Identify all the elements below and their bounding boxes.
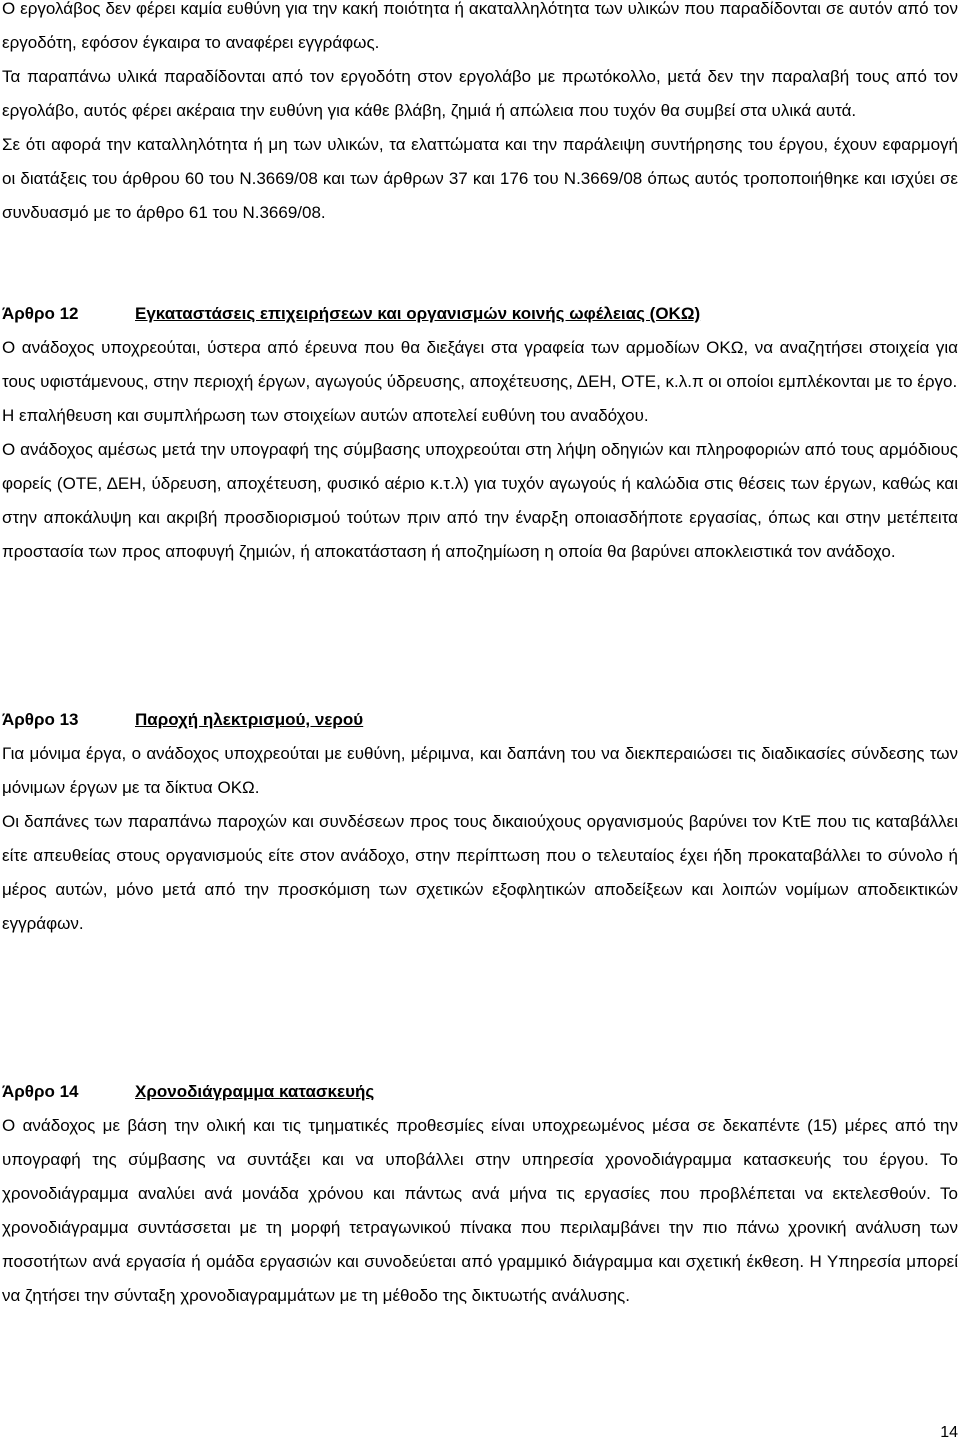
article-heading bbox=[2, 703, 958, 737]
article-number: Άρθρο 12 bbox=[2, 304, 79, 323]
article-13-section bbox=[2, 703, 958, 941]
intro-section bbox=[2, 0, 958, 230]
article-title: Παροχή ηλεκτρισμού, νερού bbox=[135, 710, 364, 729]
page-number: 14 bbox=[940, 1424, 958, 1441]
article-number: Άρθρο 13 bbox=[2, 710, 79, 729]
article-14-section bbox=[2, 1075, 958, 1313]
article-title: Χρονοδιάγραμμα κατασκευής bbox=[135, 1082, 375, 1101]
article-title: Εγκαταστάσεις επιχειρήσεων και οργανισμών κοινής ωφέλειας (ΟΚΩ) bbox=[135, 304, 701, 323]
paragraph: Ο ανάδοχος με βάση την ολική και τις τμηματικές προθεσμίες είναι υποχρεωμένος μέσα σε δεκαπέντε (15) μέρες από την υπογραφή της σύμβασης να συντάξει και να υποβάλλει στην υπηρεσία χρονοδιάγραμμα κατασκευής του έργου. Το χρονοδιάγραμμα αναλύει ανά μονάδα χρόνου και πάντως ανά μήνα τις εργασίες που προβλέπεται να εκτελεσθούν. Το χρονοδιάγραμμα συντάσσεται με τη μορφή τετραγωνικού πίνακα που περιλαμβάνει την πιο πάνω χρονική ανάλυση των ποσοτήτων ανά εργασία ή ομάδα εργασιών και συνοδεύεται από γραμμικό διάγραμμα και σχετική έκθεση. Η Υπηρεσία μπορεί να ζητήσει την σύνταξη χρονοδιαγραμμάτων με τη μέθοδο της δικτυωτής ανάλυσης. bbox=[2, 1116, 958, 1305]
paragraph: Ο εργολάβος δεν φέρει καμία ευθύνη για την κακή ποιότητα ή ακαταλληλότητα των υλικών που παραδίδονται σε αυτόν από τον εργοδότη, εφόσον έγκαιρα το αναφέρει εγγράφως. bbox=[2, 0, 958, 52]
paragraph: Ο ανάδοχος αμέσως μετά την υπογραφή της σύμβασης υποχρεούται στη λήψη οδηγιών και πληροφοριών από τους αρμόδιους φορείς (ΟΤΕ, ΔΕΗ, ύδρευση, αποχέτευση, φυσικό αέριο κ.τ.λ) για τυχόν αγωγούς ή καλώδια στις θέσεις των έργων, καθώς και στην αποκάλυψη και ακριβή προσδιορισμού τούτων πριν από την έναρξη οποιασδήποτε εργασίας, όπως και στην μετέπειτα προστασία των προς αποφυγή ζημιών, ή αποκατάσταση ή αποζημίωση η οποία θα βαρύνει αποκλειστικά τον ανάδοχο. bbox=[2, 440, 958, 561]
article-heading bbox=[2, 1075, 958, 1109]
article-number: Άρθρο 14 bbox=[2, 1082, 79, 1101]
article-heading bbox=[2, 297, 958, 331]
paragraph: Σε ότι αφορά την καταλληλότητα ή μη των υλικών, τα ελαττώματα και την παράλειψη συντήρησης του έργου, έχουν εφαρμογή οι διατάξεις του άρθρου 60 του Ν.3669/08 και των άρθρων 37 και 176 του Ν.3669/08 όπως αυτός τροποποιήθηκε και ισχύει σε συνδυασμό με το άρθρο 61 του Ν.3669/08. bbox=[2, 135, 958, 222]
paragraph: Τα παραπάνω υλικά παραδίδονται από τον εργοδότη στον εργολάβο με πρωτόκολλο, μετά δεν την παραλαβή τους από τον εργολάβο, αυτός φέρει ακέραια την ευθύνη για κάθε βλάβη, ζημιά ή απώλεια που τυχόν θα συμβεί στα υλικά αυτά. bbox=[2, 67, 958, 120]
article-12-section bbox=[2, 297, 958, 569]
paragraph: Οι δαπάνες των παραπάνω παροχών και συνδέσεων προς τους δικαιούχους οργανισμούς βαρύνει τον ΚτΕ που τις καταβάλλει είτε απευθείας στους οργανισμούς είτε στον ανάδοχο, στην περίπτωση που ο τελευταίος έχει ήδη προκαταβάλλει το σύνολο ή μέρος αυτών, μόνο μετά από την προσκόμιση των σχετικών εξοφλητικών αποδείξεων και λοιπών νομίμων αποδεικτικών εγγράφων. bbox=[2, 812, 958, 933]
paragraph: Για μόνιμα έργα, ο ανάδοχος υποχρεούται με ευθύνη, μέριμνα, και δαπάνη του να διεκπεραιώσει τις διαδικασίες σύνδεσης των μόνιμων έργων με τα δίκτυα ΟΚΩ. bbox=[2, 744, 958, 797]
paragraph: Η επαλήθευση και συμπλήρωση των στοιχείων αυτών αποτελεί ευθύνη του αναδόχου. bbox=[2, 406, 649, 425]
paragraph: Ο ανάδοχος υποχρεούται, ύστερα από έρευνα που θα διεξάγει στα γραφεία των αρμοδίων ΟΚΩ, να αναζητήσει στοιχεία για τους υφιστάμενους, στην περιοχή έργων, αγωγούς ύδρευσης, αποχέτευσης, ΔΕΗ, ΟΤΕ, κ.λ.π οι οποίοι εμπλέκονται με το έργο. bbox=[2, 338, 958, 391]
